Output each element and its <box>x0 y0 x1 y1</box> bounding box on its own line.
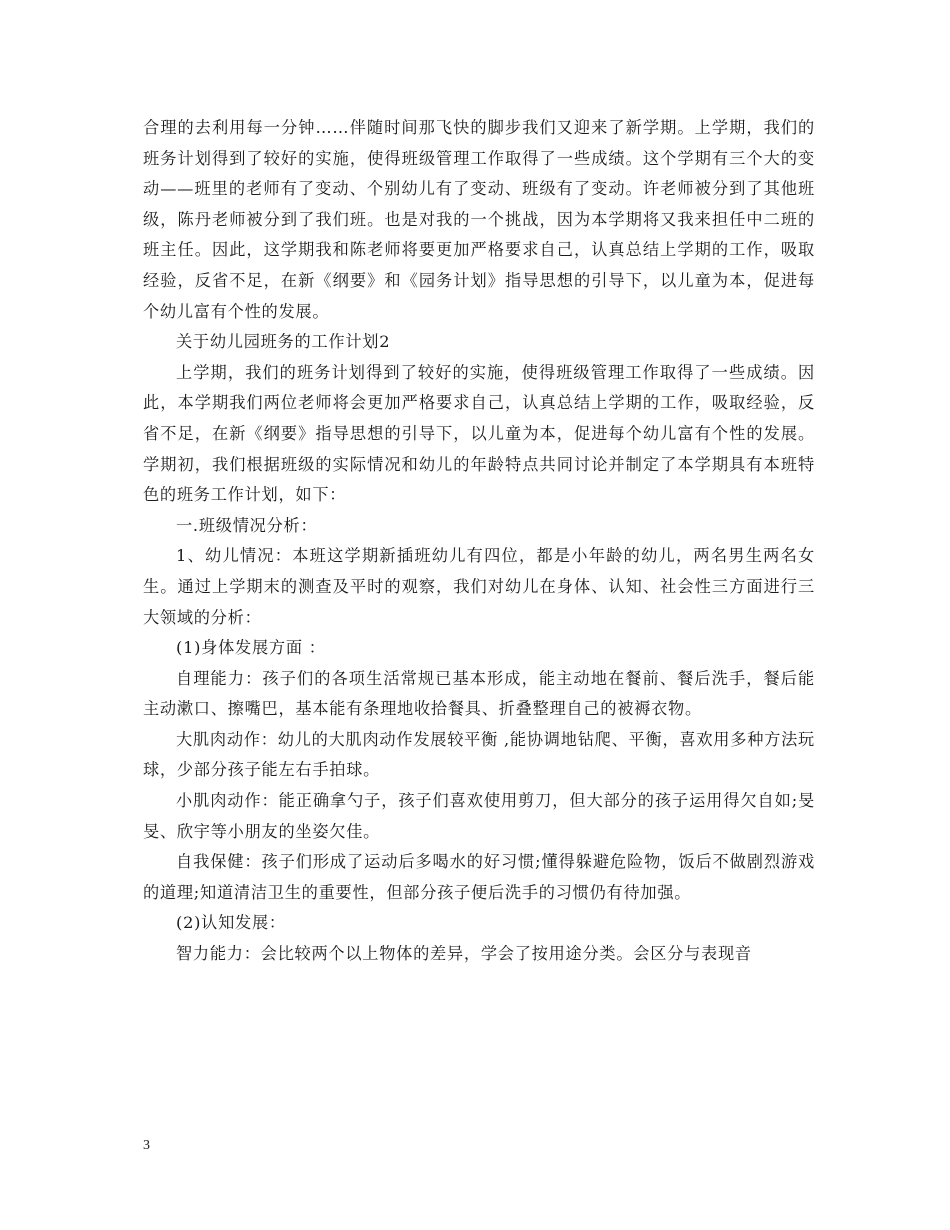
paragraph-fine-motor: 小肌肉动作：能正确拿勺子，孩子们喜欢使用剪刀，但大部分的孩子运用得欠自如;旻旻、欣宇等小朋友的坐姿欠佳。 <box>143 791 815 841</box>
subheading-cognitive-development: (2)认知发展： <box>176 913 286 933</box>
paragraph-gross-motor: 大肌肉动作：幼儿的大肌肉动作发展较平衡 ,能协调地钻爬、平衡，喜欢用多种方法玩球，少部分孩子能左右手拍球。 <box>143 729 815 780</box>
subheading-physical-development: (1)身体发展方面 ： <box>176 638 326 658</box>
paragraph-intro: 合理的去利用每一分钟……伴随时间那飞快的脚步我们又迎来了新学期。上学期，我们的班务计划得到了较好的实施，使得班级管理工作取得了一些成绩。这个学期有三个大的变动——班里的老师有了变动、个别幼儿有了变动、班级有了变动。许老师被分到了其他班级，陈丹老师被分到了我们班。也是对我的一个挑战，因为本学期将又我来担任中二班的班主任。因此，这学期我和陈老师将要更加严格要求自己，认真总结上学期的工作，吸取经验，反省不足，在新《纲要》和《园务计划》指导思想的引导下，以儿童为本，促进每个幼儿富有个性的发展。 <box>143 118 815 321</box>
paragraph-last-semester: 上学期，我们的班务计划得到了较好的实施，使得班级管理工作取得了一些成绩。因此，本学期我们两位老师将会更加严格要求自己，认真总结上学期的工作，吸取经验，反省不足，在新《纲要》指导思想的引导下，以儿童为本，促进每个幼儿富有个性的发展。学期初，我们根据班级的实际情况和幼儿的年龄特点共同讨论并制定了本学期具有本班特色的班务工作计划，如下： <box>143 362 815 505</box>
paragraph-intelligence: 智力能力：会比较两个以上物体的差异，学会了按用途分类。会区分与表现音 <box>176 944 752 964</box>
document-body <box>143 113 815 970</box>
paragraph-self-care: 自理能力：孩子们的各项生活常规已基本形成，能主动地在餐前、餐后洗手，餐后能主动漱口、擦嘴巴，基本能有条理地收拾餐具、折叠整理自己的被褥衣物。 <box>143 668 815 719</box>
paragraph-self-health: 自我保健：孩子们形成了运动后多喝水的好习惯;懂得躲避危险物，饭后不做剧烈游戏的道理;知道清洁卫生的重要性，但部分孩子便后洗手的习惯仍有待加强。 <box>143 852 815 902</box>
page-number: 3 <box>143 1138 150 1153</box>
section-heading-class-analysis: 一.班级情况分析： <box>176 515 318 535</box>
section-heading-plan-2: 关于幼儿园班务的工作计划2 <box>176 332 391 352</box>
paragraph-children-situation: 1、幼儿情况：本班这学期新插班幼儿有四位，都是小年龄的幼儿，两名男生两名女生。通过上学期末的测查及平时的观察，我们对幼儿在身体、认知、社会性三方面进行三大领域的分析： <box>143 546 815 627</box>
